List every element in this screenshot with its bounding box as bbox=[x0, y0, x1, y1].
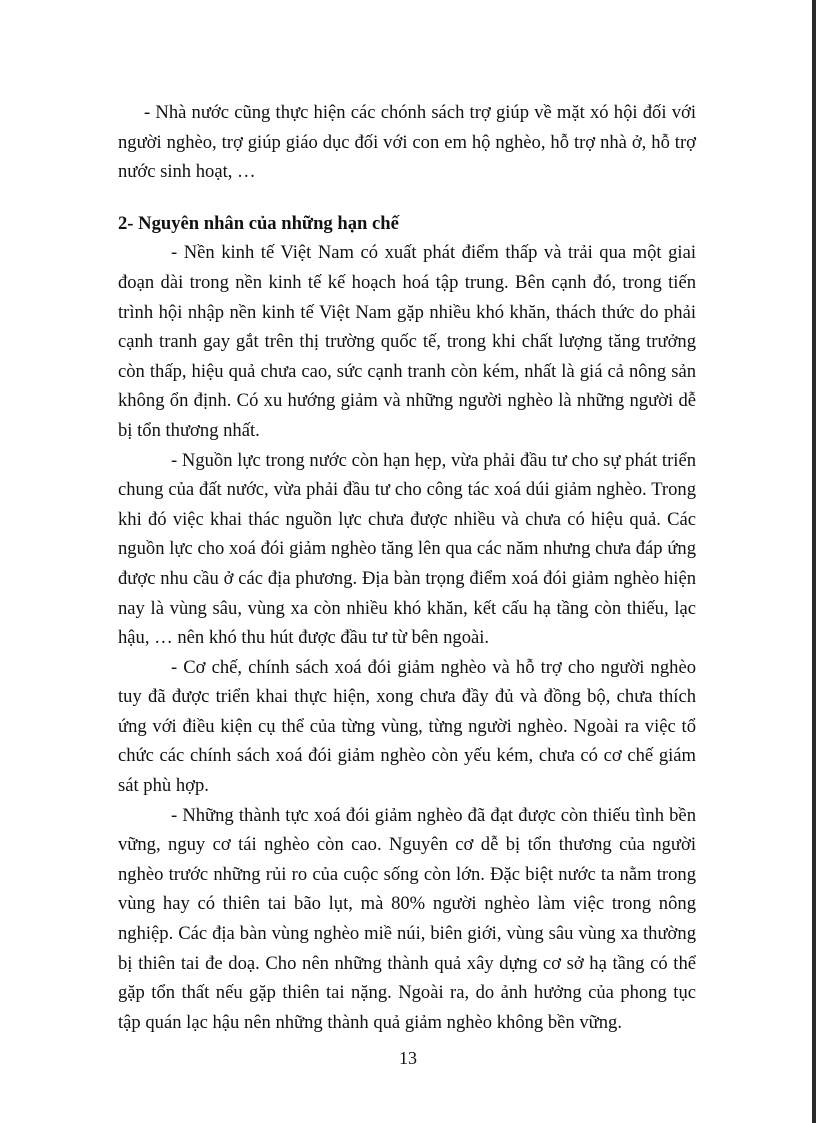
section-heading: 2- Nguyên nhân của những hạn chế bbox=[118, 212, 399, 234]
intro-paragraph: - Nhà nước cũng thực hiện các chónh sách trợ giúp về mặt xó hội đối với người nghèo, trợ giúp giáo dục đối với con em hộ nghèo, hỗ trợ nhà ở, hỗ trợ nước sinh hoạt, … bbox=[118, 102, 696, 183]
paragraph-resources: - Nguồn lực trong nước còn hạn hẹp, vừa phải đầu tư cho sự phát triển chung của đất nước, vừa phải đầu tư cho công tác xoá dúi giảm nghèo. Trong khi đó việc khai thác nguồn lực chưa được nhiều và chưa có hiệu quả. Các nguồn lực cho xoá đói giảm nghèo tăng lên qua các năm nhưng chưa đáp ứng được nhu cầu ở các địa phương. Địa bàn trọng điểm xoá đói giảm nghèo hiện nay là vùng sâu, vùng xa còn nhiều khó khăn, kết cấu hạ tầng còn thiếu, lạc hậu, … nên khó thu hút được đầu tư từ bên ngoài. bbox=[118, 449, 696, 649]
paragraph-economy: - Nền kinh tế Việt Nam có xuất phát điểm thấp và trải qua một giai đoạn dài trong nền kinh tế kế hoạch hoá tập trung. Bên cạnh đó, trong tiến trình hội nhập nền kinh tế Việt Nam gặp nhiều khó khăn, thách thức do phải cạnh tranh gay gắt trên thị trường quốc tế, trong khi chất lượng tăng trưởng còn thấp, hiệu quả chưa cao, sức cạnh tranh còn kém, nhất là giá cả nông sản không ổn định. Có xu hướng giảm và những người nghèo là những người dễ bị tổn thương nhất. bbox=[118, 242, 696, 441]
paragraph-sustainability: - Những thành tực xoá đói giảm nghèo đã đạt được còn thiếu tình bền vững, nguy cơ tái nghèo còn cao. Nguyên cơ dễ bị tổn thương của người nghèo trước những rủi ro của cuộc sống còn lớn. Đặc biệt nước ta nằm trong vùng hay có thiên tai bão lụt, mà 80% người nghèo làm việc trong nông nghiệp. Các địa bàn vùng nghèo miề núi, biên giới, vùng sâu vùng xa thường bị thiên tai đe doạ. Cho nên những thành quả xây dựng cơ sở hạ tầng có thể gặp tổn thất nếu gặp thiên tai nặng. Ngoài ra, do ảnh hưởng của phong tục tập quán lạc hậu nên những thành quả giảm nghèo không bền vững. bbox=[118, 804, 696, 1033]
page-number: 13 bbox=[399, 1048, 417, 1068]
paragraph-policy: - Cơ chế, chính sách xoá đói giảm nghèo và hỗ trợ cho người nghèo tuy đã được triển khai thực hiện, xong chưa đầy đủ và đồng bộ, chưa thích ứng với điều kiện cụ thể của từng vùng, từng người nghèo. Ngoài ra việc tổ chức các chính sách xoá đói giảm nghèo còn yếu kém, chưa có cơ chế giám sát phù hợp. bbox=[118, 656, 696, 797]
page-body bbox=[118, 98, 696, 1037]
